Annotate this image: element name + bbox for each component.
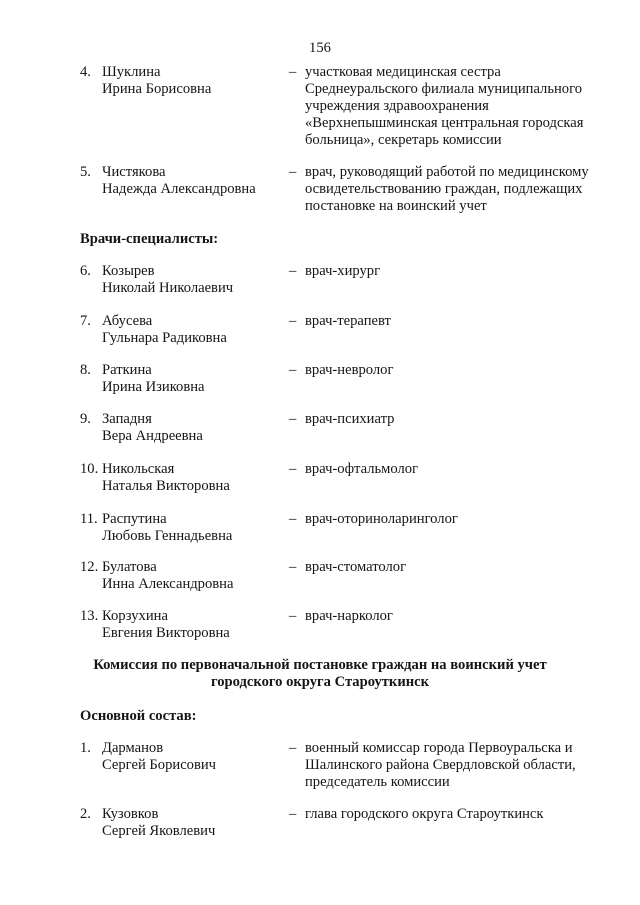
member-role bbox=[305, 263, 605, 280]
role-line: врач-невролог bbox=[305, 362, 394, 378]
section-heading-main: Основной состав: bbox=[80, 708, 197, 724]
role-line: врач, руководящий работой по медицинскому bbox=[305, 164, 589, 180]
entry-number: 13. bbox=[80, 608, 99, 624]
role-line: председатель комиссии bbox=[305, 774, 450, 790]
member-name bbox=[102, 461, 282, 495]
member-name bbox=[102, 608, 282, 642]
given-names: Сергей Яковлевич bbox=[102, 823, 216, 839]
entry-number: 4. bbox=[80, 64, 91, 80]
role-line: больница», секретарь комиссии bbox=[305, 132, 502, 148]
role-line: врач-терапевт bbox=[305, 313, 391, 329]
dash-separator: – bbox=[289, 164, 297, 180]
given-names: Наталья Викторовна bbox=[102, 478, 230, 494]
given-names: Гульнара Радиковна bbox=[102, 330, 227, 346]
member-role bbox=[305, 806, 605, 823]
given-names: Инна Александровна bbox=[102, 576, 234, 592]
given-names: Надежда Александровна bbox=[102, 181, 256, 197]
entry-number: 5. bbox=[80, 164, 91, 180]
commission-title bbox=[0, 657, 640, 691]
member-role bbox=[305, 362, 605, 379]
section-heading-specialists: Врачи-специалисты: bbox=[80, 231, 219, 247]
entry-number: 8. bbox=[80, 362, 91, 378]
dash-separator: – bbox=[289, 362, 297, 378]
member-name bbox=[102, 64, 282, 98]
given-names: Ирина Борисовна bbox=[102, 81, 212, 97]
given-names: Любовь Геннадьевна bbox=[102, 528, 233, 544]
page-number: 156 bbox=[309, 40, 331, 56]
member-name bbox=[102, 411, 282, 445]
dash-separator: – bbox=[289, 740, 297, 756]
surname: Никольская bbox=[102, 461, 175, 477]
role-line: Шалинского района Свердловской области, bbox=[305, 757, 576, 773]
entry-number: 6. bbox=[80, 263, 91, 279]
role-line: постановке на воинский учет bbox=[305, 198, 487, 214]
dash-separator: – bbox=[289, 559, 297, 575]
role-line: врач-стоматолог bbox=[305, 559, 407, 575]
entry-number: 1. bbox=[80, 740, 91, 756]
role-line: военный комиссар города Первоуральска и bbox=[305, 740, 573, 756]
surname: Козырев bbox=[102, 263, 155, 279]
member-name bbox=[102, 511, 282, 545]
member-name bbox=[102, 362, 282, 396]
dash-separator: – bbox=[289, 313, 297, 329]
surname: Шуклина bbox=[102, 64, 161, 80]
given-names: Сергей Борисович bbox=[102, 757, 217, 773]
dash-separator: – bbox=[289, 263, 297, 279]
dash-separator: – bbox=[289, 411, 297, 427]
surname: Булатова bbox=[102, 559, 157, 575]
surname: Кузовков bbox=[102, 806, 159, 822]
member-role bbox=[305, 313, 605, 330]
dash-separator: – bbox=[289, 64, 297, 80]
dash-separator: – bbox=[289, 511, 297, 527]
commission-title-line: Комиссия по первоначальной постановке граждан на воинский учет bbox=[93, 657, 547, 673]
role-line: «Верхнепышминская центральная городская bbox=[305, 115, 584, 131]
member-role bbox=[305, 511, 605, 528]
dash-separator: – bbox=[289, 608, 297, 624]
role-line: врач-нарколог bbox=[305, 608, 393, 624]
dash-separator: – bbox=[289, 461, 297, 477]
member-name bbox=[102, 806, 282, 840]
member-name bbox=[102, 263, 282, 297]
surname: Западня bbox=[102, 411, 152, 427]
given-names: Евгения Викторовна bbox=[102, 625, 230, 641]
entry-number: 12. bbox=[80, 559, 99, 575]
given-names: Вера Андреевна bbox=[102, 428, 203, 444]
role-line: врач-хирург bbox=[305, 263, 381, 279]
surname: Дарманов bbox=[102, 740, 164, 756]
role-line: врач-офтальмолог bbox=[305, 461, 419, 477]
commission-title-line: городского округа Староуткинск bbox=[210, 674, 430, 690]
dash-separator: – bbox=[289, 806, 297, 822]
member-role bbox=[305, 411, 605, 428]
member-name bbox=[102, 164, 282, 198]
member-role bbox=[305, 559, 605, 576]
member-name bbox=[102, 740, 282, 774]
role-line: врач-оториноларинголог bbox=[305, 511, 458, 527]
surname: Корзухина bbox=[102, 608, 168, 624]
role-line: учреждения здравоохранения bbox=[305, 98, 489, 114]
surname: Раткина bbox=[102, 362, 152, 378]
entry-number: 9. bbox=[80, 411, 91, 427]
surname: Чистякова bbox=[102, 164, 166, 180]
role-line: освидетельствованию граждан, подлежащих bbox=[305, 181, 583, 197]
member-role bbox=[305, 164, 605, 215]
entry-number: 2. bbox=[80, 806, 91, 822]
member-role bbox=[305, 608, 605, 625]
given-names: Николай Николаевич bbox=[102, 280, 234, 296]
entry-number: 7. bbox=[80, 313, 91, 329]
member-role bbox=[305, 740, 605, 791]
surname: Абусева bbox=[102, 313, 153, 329]
role-line: участковая медицинская сестра bbox=[305, 64, 501, 80]
entry-number: 10. bbox=[80, 461, 99, 477]
role-line: глава городского округа Староуткинск bbox=[305, 806, 544, 822]
member-name bbox=[102, 559, 282, 593]
given-names: Ирина Изиковна bbox=[102, 379, 205, 395]
surname: Распутина bbox=[102, 511, 167, 527]
role-line: врач-психиатр bbox=[305, 411, 395, 427]
member-role bbox=[305, 461, 605, 478]
member-role bbox=[305, 64, 605, 149]
role-line: Среднеуральского филиала муниципального bbox=[305, 81, 583, 97]
member-name bbox=[102, 313, 282, 347]
entry-number: 11. bbox=[80, 511, 98, 527]
